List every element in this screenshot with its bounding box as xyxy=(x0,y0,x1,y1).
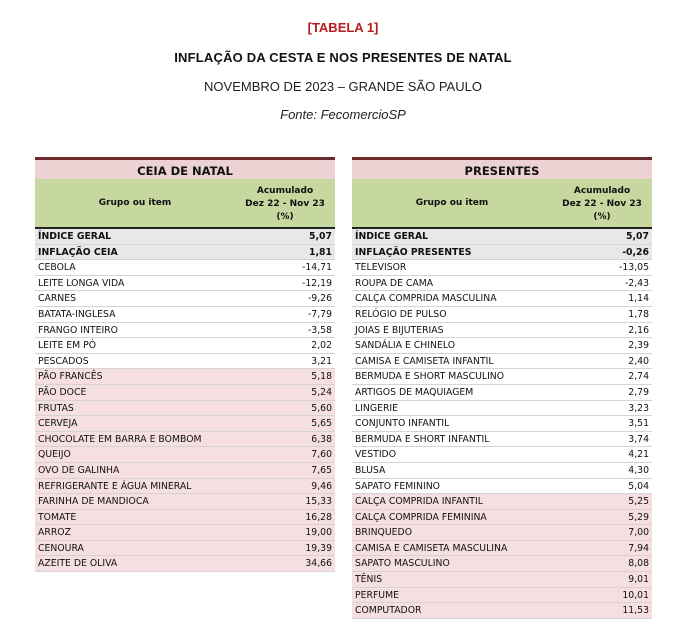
table-row xyxy=(352,401,652,417)
row-value: 8,08 xyxy=(628,558,649,570)
table-row xyxy=(352,556,652,572)
row-value: 5,25 xyxy=(628,496,649,508)
table-row xyxy=(352,385,652,401)
table-row xyxy=(352,260,652,276)
table-row xyxy=(35,525,335,541)
table-row xyxy=(35,463,335,479)
row-value: 3,51 xyxy=(628,418,649,430)
row-item-name: LEITE LONGA VIDA xyxy=(38,277,125,289)
period-label: Dez 22 - Nov 23 xyxy=(562,199,642,209)
table-row xyxy=(35,494,335,510)
table-row xyxy=(352,323,652,339)
row-value: 6,38 xyxy=(311,433,332,445)
row-value: 16,28 xyxy=(305,511,332,523)
presentes-rows xyxy=(352,229,652,619)
table-row xyxy=(352,354,652,370)
row-value: 5,18 xyxy=(311,371,332,383)
ceia-table xyxy=(35,157,335,572)
row-item-name: CHOCOLATE EM BARRA E BOMBOM xyxy=(38,433,202,445)
unit-label: (%) xyxy=(276,212,294,222)
row-value: 9,46 xyxy=(311,480,332,492)
row-item-name: COMPUTADOR xyxy=(355,605,422,617)
row-value: 7,00 xyxy=(628,527,649,539)
row-value: 11,53 xyxy=(622,605,649,617)
row-value: -3,58 xyxy=(307,324,332,336)
row-value: 2,74 xyxy=(628,371,649,383)
row-value: 15,33 xyxy=(305,496,332,508)
row-value: 5,65 xyxy=(311,418,332,430)
row-value: 5,60 xyxy=(311,402,332,414)
row-value: 2,02 xyxy=(311,340,332,352)
presentes-table-title: PRESENTES xyxy=(352,157,652,179)
row-value: 3,21 xyxy=(311,355,332,367)
row-item-name: ÍNDICE GERAL xyxy=(38,231,112,242)
row-value: 7,65 xyxy=(311,464,332,476)
source-note: Fonte: FecomercioSP xyxy=(280,107,406,122)
row-value: 19,00 xyxy=(305,527,332,539)
table-row xyxy=(35,323,335,339)
row-value: 4,30 xyxy=(628,464,649,476)
table-row xyxy=(35,416,335,432)
row-item-name: PESCADOS xyxy=(38,355,89,367)
table-row xyxy=(352,572,652,588)
table-row xyxy=(352,603,652,619)
row-item-name: CARNES xyxy=(38,293,77,305)
row-item-name: SAPATO MASCULINO xyxy=(355,558,450,570)
row-item-name: TELEVISOR xyxy=(355,262,407,274)
table-row xyxy=(35,291,335,307)
row-value: 5,24 xyxy=(311,386,332,398)
page-title: INFLAÇÃO DA CESTA E NOS PRESENTES DE NATAL xyxy=(174,50,512,65)
table-row xyxy=(352,494,652,510)
row-item-name: QUEIJO xyxy=(38,449,71,461)
row-item-name: JOIAS E BIJUTERIAS xyxy=(355,324,444,336)
row-item-name: BRINQUEDO xyxy=(355,527,413,539)
row-item-name: CENOURA xyxy=(38,542,84,554)
table-row xyxy=(352,541,652,557)
row-value: 1,81 xyxy=(309,246,332,258)
ceia-table-title: CEIA DE NATAL xyxy=(35,157,335,179)
row-value: 5,07 xyxy=(309,231,332,242)
accumulated-column-header xyxy=(552,185,652,224)
table-row xyxy=(35,276,335,292)
table-row xyxy=(352,432,652,448)
table-row xyxy=(35,229,335,245)
row-item-name: SAPATO FEMININO xyxy=(355,480,440,492)
table-row xyxy=(352,510,652,526)
row-value: 5,29 xyxy=(628,511,649,523)
row-item-name: CALÇA COMPRIDA FEMININA xyxy=(355,511,487,523)
row-item-name: BERMUDA E SHORT MASCULINO xyxy=(355,371,505,383)
row-item-name: REFRIGERANTE E ÁGUA MINERAL xyxy=(38,480,192,492)
row-value: -9,26 xyxy=(307,293,332,305)
row-value: 2,40 xyxy=(628,355,649,367)
row-item-name: FRUTAS xyxy=(38,402,74,414)
row-item-name: TOMATE xyxy=(38,511,77,523)
row-item-name: CEBOLA xyxy=(38,262,76,274)
row-item-name: BATATA-INGLESA xyxy=(38,308,116,320)
row-value: 10,01 xyxy=(622,589,649,601)
table-row xyxy=(35,556,335,572)
table-row xyxy=(352,229,652,245)
row-value: 4,21 xyxy=(628,449,649,461)
row-item-name: ARROZ xyxy=(38,527,71,539)
row-value: 2,39 xyxy=(628,340,649,352)
table-row xyxy=(352,588,652,604)
accumulated-label: Acumulado xyxy=(573,186,631,196)
table-row xyxy=(35,432,335,448)
row-value: -7,79 xyxy=(307,308,332,320)
table-row xyxy=(35,510,335,526)
table-row xyxy=(35,354,335,370)
row-item-name: TÊNIS xyxy=(355,574,383,586)
table-row xyxy=(35,385,335,401)
table-row xyxy=(352,369,652,385)
row-value: 3,74 xyxy=(628,433,649,445)
row-value: 7,94 xyxy=(628,542,649,554)
row-item-name: ROUPA DE CAMA xyxy=(355,277,434,289)
table-row xyxy=(35,447,335,463)
row-item-name: VESTIDO xyxy=(355,449,397,461)
group-column-header: Grupo ou item xyxy=(98,198,172,208)
table-row xyxy=(352,291,652,307)
row-item-name: ÍNDICE GERAL xyxy=(355,231,429,242)
row-value: -0,26 xyxy=(622,246,649,258)
table-row xyxy=(352,463,652,479)
accumulated-column-header xyxy=(235,185,335,224)
row-value: 34,66 xyxy=(305,558,332,570)
row-item-name: CONJUNTO INFANTIL xyxy=(355,418,450,430)
row-item-name: CAMISA E CAMISETA INFANTIL xyxy=(355,355,494,367)
row-value: 7,60 xyxy=(311,449,332,461)
row-item-name: PÃO DOCE xyxy=(38,386,87,398)
row-item-name: INFLAÇÃO CEIA xyxy=(38,246,118,258)
unit-label: (%) xyxy=(593,212,611,222)
table-row xyxy=(352,307,652,323)
table-tag: [TABELA 1] xyxy=(307,20,379,35)
table-row xyxy=(352,338,652,354)
table-row xyxy=(352,416,652,432)
table-row xyxy=(35,260,335,276)
row-value: -12,19 xyxy=(302,277,332,289)
group-column-header: Grupo ou item xyxy=(415,198,489,208)
row-item-name: INFLAÇÃO PRESENTES xyxy=(355,246,472,258)
row-value: 9,01 xyxy=(628,574,649,586)
table-row xyxy=(352,525,652,541)
presentes-table-header xyxy=(352,179,652,229)
row-item-name: AZEITE DE OLIVA xyxy=(38,558,118,570)
row-item-name: BLUSA xyxy=(355,464,386,476)
row-item-name: RELÓGIO DE PULSO xyxy=(355,308,447,320)
table-row xyxy=(352,276,652,292)
row-value: 3,23 xyxy=(628,402,649,414)
ceia-table-header xyxy=(35,179,335,229)
row-item-name: CAMISA E CAMISETA MASCULINA xyxy=(355,542,508,554)
table-row xyxy=(352,479,652,495)
row-item-name: CERVEJA xyxy=(38,418,78,430)
row-item-name: CALÇA COMPRIDA MASCULINA xyxy=(355,293,497,305)
ceia-rows xyxy=(35,229,335,572)
row-value: 5,04 xyxy=(628,480,649,492)
table-row xyxy=(35,245,335,261)
row-item-name: FARINHA DE MANDIOCA xyxy=(38,496,149,508)
row-value: 5,07 xyxy=(626,231,649,242)
row-item-name: FRANGO INTEIRO xyxy=(38,324,118,336)
table-row xyxy=(352,447,652,463)
table-row xyxy=(35,541,335,557)
period-label: Dez 22 - Nov 23 xyxy=(245,199,325,209)
row-value: 1,14 xyxy=(628,293,649,305)
row-item-name: PERFUME xyxy=(355,589,399,601)
row-item-name: LINGERIE xyxy=(355,402,399,414)
row-value: 19,39 xyxy=(305,542,332,554)
row-value: -14,71 xyxy=(302,262,332,274)
row-value: -13,05 xyxy=(619,262,649,274)
table-row xyxy=(352,245,652,261)
row-value: 1,78 xyxy=(628,308,649,320)
row-item-name: SANDÁLIA E CHINELO xyxy=(355,340,456,352)
row-item-name: BERMUDA E SHORT INFANTIL xyxy=(355,433,490,445)
row-item-name: CALÇA COMPRIDA INFANTIL xyxy=(355,496,483,508)
table-row xyxy=(35,401,335,417)
row-value: 2,79 xyxy=(628,386,649,398)
row-item-name: LEITE EM PÓ xyxy=(38,340,97,352)
row-value: 2,16 xyxy=(628,324,649,336)
accumulated-label: Acumulado xyxy=(256,186,314,196)
table-row xyxy=(35,307,335,323)
presentes-table xyxy=(352,157,652,619)
row-value: -2,43 xyxy=(624,277,649,289)
row-item-name: ARTIGOS DE MAQUIAGEM xyxy=(355,386,474,398)
row-item-name: OVO DE GALINHA xyxy=(38,464,120,476)
table-row xyxy=(35,338,335,354)
page-subtitle: NOVEMBRO DE 2023 – GRANDE SÃO PAULO xyxy=(204,79,482,94)
table-row xyxy=(35,479,335,495)
table-row xyxy=(35,369,335,385)
row-item-name: PÃO FRANCÊS xyxy=(38,371,103,383)
